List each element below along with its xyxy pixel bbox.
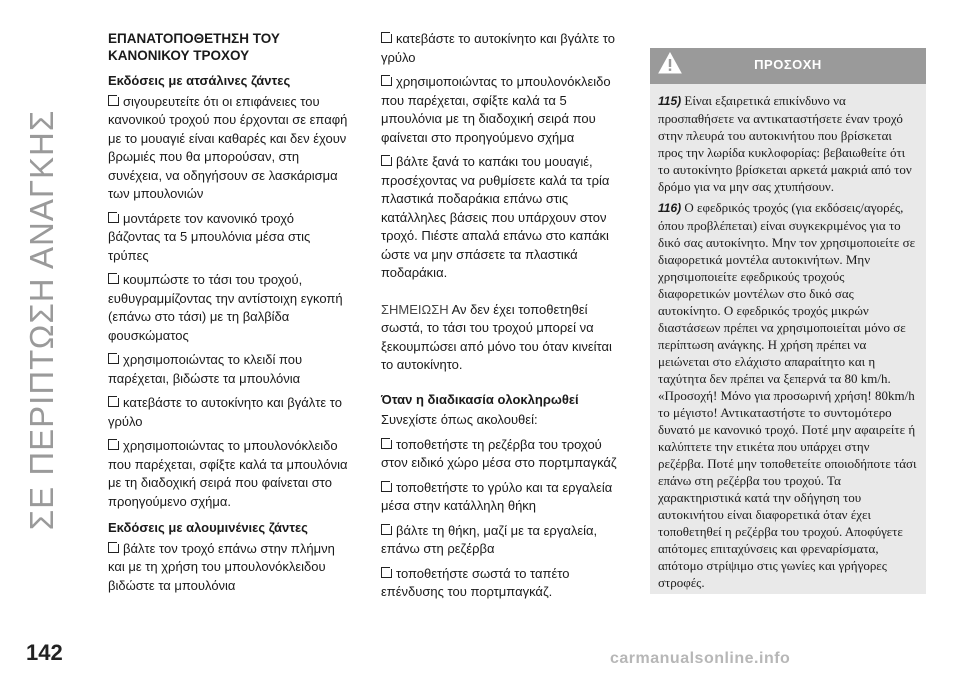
warning-title: ΠΡΟΣΟΧΗ (754, 57, 822, 72)
step-item (108, 93, 348, 204)
note-label: ΣΗΜΕΙΩΣΗ (381, 301, 449, 317)
note-paragraph (381, 301, 626, 375)
step-text: βάλτε τον τροχό επάνω στην πλήμνη και με τη χρήση του μπουλονόκλειδου βιδώστε τα μπουλόνια (108, 540, 335, 593)
checkbox-bullet-icon (381, 438, 392, 449)
note-text: Αν δεν έχει τοποθετηθεί σωστά, το τάσι του τροχού μπορεί να ξεκουμπώσει από μόνο του όταν κινείται το αυτοκίνητο. (381, 301, 612, 372)
step-text: μοντάρετε τον κανονικό τροχό βάζοντας τα 5 μπουλόνια μέσα στις τρύπες (108, 210, 311, 263)
page-title: ΕΠΑΝΑΤΟΠΟΘΕΤΗΣΗ ΤΟΥ ΚΑΝΟΝΙΚΟΥ ΤΡΟΧΟΥ (108, 31, 280, 63)
checkbox-bullet-icon (381, 481, 392, 492)
step-item (381, 153, 626, 283)
step-item (381, 565, 626, 602)
checkbox-bullet-icon (108, 542, 119, 553)
checkbox-bullet-icon (108, 439, 119, 450)
step-item (108, 351, 348, 388)
step-text: βάλτε ξανά το καπάκι του μουαγιέ, προσέχοντας να ρυθμίσετε καλά τα τρία πλαστικά ποδαράκια επάνω στις κατάλληλες βάσεις που υπάρχουν στον τροχό. Πιέστε απαλά επάνω στο καπάκι ώστε να μην σπάσετε τα πλαστικά ποδαράκια. (381, 154, 610, 280)
checkbox-bullet-icon (381, 567, 392, 578)
left-column (108, 30, 348, 601)
step-text: σιγουρευτείτε ότι οι επιφάνειες του κανονικού τροχού που έρχονται σε επαφή με το μουαγιέ είναι καθαρές και δεν έχουν βρωμιές που θα μπορούσαν, στη συνέχεια, να οδηγήσουν σε λασκάρισμα των μπουλονιών (108, 93, 348, 201)
step-item (108, 271, 348, 345)
step-item (381, 73, 626, 147)
step-item (108, 210, 348, 266)
step-text: χρησιμοποιώντας το μπουλονόκλειδο που παρέχεται, σφίξτε καλά τα μπουλόνια με τη διαδοχική σειρά που φαίνεται στο προηγούμενο σχήμα. (108, 438, 348, 509)
middle-column (381, 30, 626, 608)
checkbox-bullet-icon (381, 75, 392, 86)
side-section-tab (12, 20, 72, 600)
checkbox-bullet-icon (381, 32, 392, 43)
steps-completion (381, 436, 626, 602)
checkbox-bullet-icon (108, 396, 119, 407)
step-item (381, 30, 626, 67)
warning-item (658, 199, 918, 591)
checkbox-bullet-icon (108, 273, 119, 284)
checkbox-bullet-icon (108, 353, 119, 364)
step-text: βάλτε τη θήκη, μαζί με τα εργαλεία, επάνω στη ρεζέρβα (381, 522, 598, 556)
page-number: 142 (26, 640, 63, 665)
watermark: carmanualsonline.info (610, 650, 791, 667)
checkbox-bullet-icon (381, 155, 392, 166)
step-text: τοποθετήστε σωστά το ταπέτο επένδυσης του πορτμπαγκάζ. (381, 565, 570, 599)
step-item (381, 479, 626, 516)
section-heading-steel-rims: Εκδόσεις με ατσάλινες ζάντες (108, 73, 291, 88)
step-text: τοποθετήστε το γρύλο και τα εργαλεία μέσα στην κατάλληλη θήκη (381, 479, 613, 513)
warning-item-text: Είναι εξαιρετικά επικίνδυνο να προσπαθήσετε να αντικαταστήσετε έναν τροχό στην πλευρά του αυτοκινήτου που βρίσκεται προς την λωρίδα κυκλοφορίας: βεβαιωθείτε ότι το αυτοκίνητο βρίσκεται αρκετά μακριά από τον δρόμο για να μην σας χτυπήσουν. (658, 93, 912, 194)
section-heading-alloy-rims: Εκδόσεις με αλουμινένιες ζάντες (108, 520, 308, 535)
steps-alloy-rims (108, 540, 348, 596)
warning-body (650, 84, 926, 594)
warning-item (658, 92, 918, 195)
warning-item-text: Ο εφεδρικός τροχός (για εκδόσεις/αγορές, όπου προβλέπεται) είναι συγκεκριμένος για το δικό σας αυτοκίνητο. Μην τον χρησιμοποιείτε σε διαφορετικά μοντέλα αυτοκινήτων. Μην χρησιμοποιείτε εφεδρικούς τροχούς διαφορετικών μοντέλων στο δικό σας αυτοκίνητο. Ο εφεδρικός τροχός μικρών διαστάσεων πρέπει να χρησιμοποιείται μόνο σε περίπτωση ανάγκης. Η χρήση πρέπει να μειώνεται στο ελάχιστο απαραίτητο και η ταχύτητα δεν πρέπει να ξεπερνά τα 80 km/h. «Προσοχή! Μόνο για προσωρινή χρήση! 80km/h το μέγιστο! Αντικαταστήστε το συντομότερο δυνατό με κανονικό τροχό. Ποτέ μην αφαιρείτε ή καλύπτετε την ετικέτα που υπάρχει στην ρεζέρβα. Ποτέ μην τοποθετείτε οποιοδήποτε τάσι επάνω στη ρεζέρβα του τροχού. Τα χαρακτηριστικά κατά την οδήγηση του αυτοκινήτου είναι διαφορετικά όταν έχει τοποθετηθεί η ρεζέρβα του τροχού. Αποφύγετε απότομες επιταχύνσεις και φρεναρίσματα, απότομο στρίψιμο στις γωνίες και γρήγορες στροφές. (658, 200, 917, 590)
step-text: κατεβάστε το αυτοκίνητο και βγάλτε το γρύλο (381, 31, 615, 65)
warning-box (650, 48, 926, 594)
checkbox-bullet-icon (381, 524, 392, 535)
steps-steel-rims (108, 93, 348, 512)
step-item (108, 540, 348, 596)
step-text: χρησιμοποιώντας το μπουλονόκλειδο που παρέχεται, σφίξτε καλά τα 5 μπουλόνια με τη διαδοχική σειρά που φαίνεται στο προηγούμενο σχήμα (381, 74, 611, 145)
side-section-title: ΣΕ ΠΕΡΙΠΤΩΣΗ ΑΝΑΓΚΗΣ (23, 109, 60, 531)
step-item (381, 522, 626, 559)
checkbox-bullet-icon (108, 212, 119, 223)
section-heading-completion: Όταν η διαδικασία ολοκληρωθεί (381, 391, 579, 407)
step-text: τοποθετήστε τη ρεζέρβα του τροχού στον ειδικό χώρο μέσα στο πορτμπαγκάζ (381, 436, 617, 470)
step-text: χρησιμοποιώντας το κλειδί που παρέχεται, βιδώστε τα μπουλόνια (108, 352, 303, 386)
step-text: κουμπώστε το τάσι του τροχού, ευθυγραμμίζοντας την αντίστοιχη εγκοπή (επάνω στο τάσι) με τη βαλβίδα φουσκώματος (108, 272, 343, 343)
checkbox-bullet-icon (108, 95, 119, 106)
warning-header (650, 48, 926, 84)
steps-continued (381, 30, 626, 283)
step-item (108, 394, 348, 431)
section-intro: Συνεχίστε όπως ακολουθεί: (381, 412, 538, 427)
warning-item-number: 115) (658, 94, 682, 108)
warning-item-number: 116) (658, 201, 682, 215)
step-item (108, 437, 348, 511)
step-item (381, 436, 626, 473)
step-text: κατεβάστε το αυτοκίνητο και βγάλτε το γρύλο (108, 395, 342, 429)
